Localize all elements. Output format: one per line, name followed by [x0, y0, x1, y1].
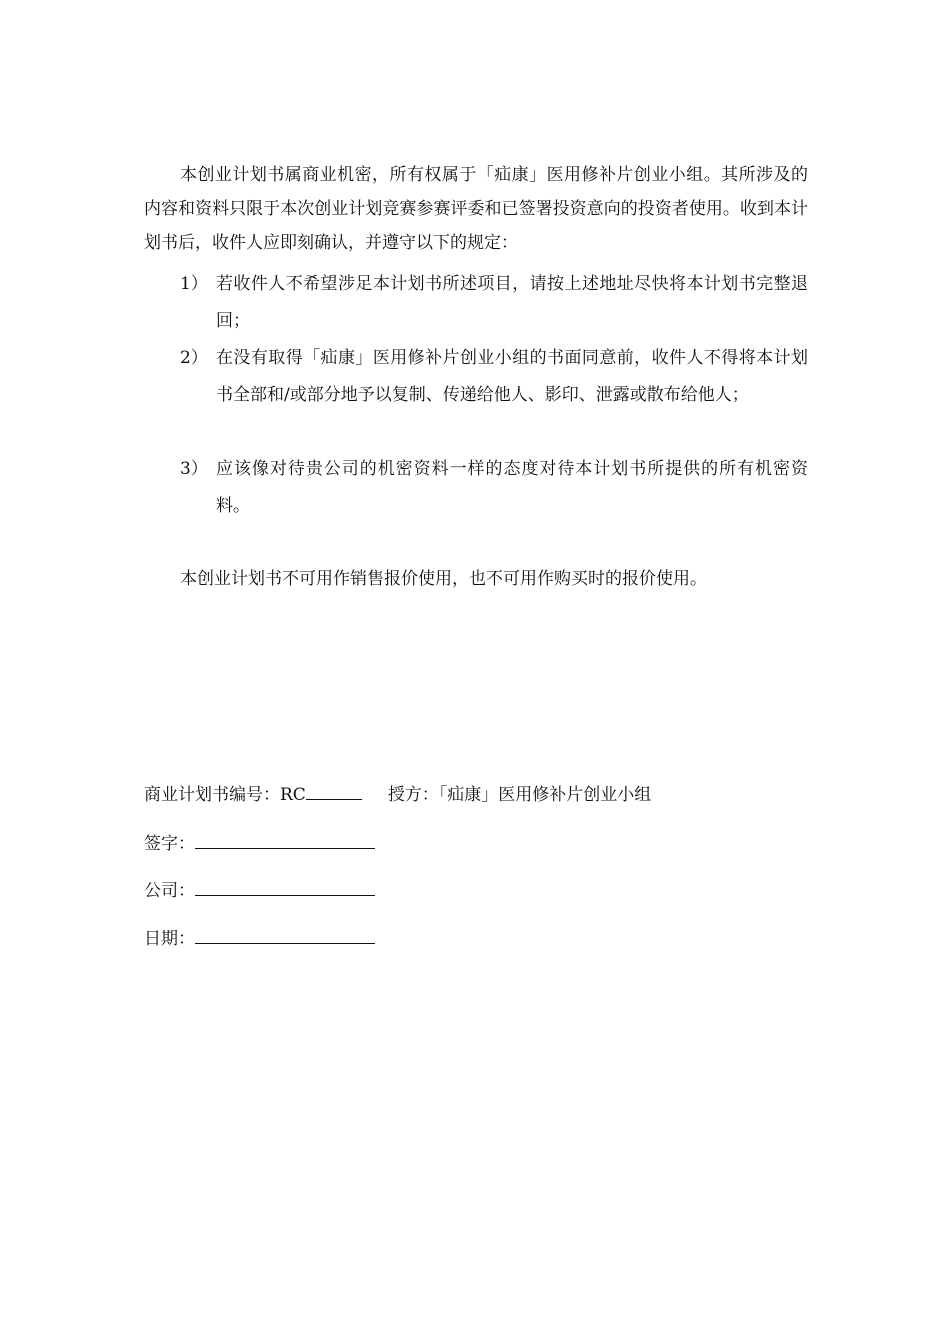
rule-item	[144, 340, 808, 451]
plan-code-line	[144, 777, 651, 807]
signature-blank	[195, 826, 375, 849]
rule-text: 应该像对待贵公司的机密资料一样的态度对待本计划书所提供的所有机密资料。	[216, 459, 808, 516]
rule-number: 1）	[180, 274, 208, 294]
signature-line	[144, 826, 375, 856]
rule-item	[144, 266, 808, 340]
plan-code-label: 商业计划书编号：RC	[144, 785, 306, 805]
company-label: 公司：	[144, 881, 195, 901]
grantor-value: 「疝康」医用修补片创业小组	[438, 785, 652, 805]
rule-number: 3）	[180, 459, 208, 479]
rule-number: 2）	[180, 348, 208, 368]
date-line	[144, 921, 375, 951]
company-line	[144, 873, 375, 903]
confidentiality-intro: 本创业计划书属商业机密，所有权属于「疝康」医用修补片创业小组。其所涉及的内容和资料只限于本次创业计划竞赛参赛评委和已签署投资意向的投资者使用。收到本计划书后，收件人应即刻确认，并遵守以下的规定：	[144, 165, 808, 253]
plan-code-blank	[306, 777, 362, 800]
rule-text: 在没有取得「疝康」医用修补片创业小组的书面同意前，收件人不得将本计划书全部和/或部分地予以复制、传递给他人、影印、泄露或散布给他人；	[216, 348, 808, 405]
grantor-label: 授方：	[387, 785, 439, 805]
signature-label: 签字：	[144, 834, 195, 854]
date-label: 日期：	[144, 929, 195, 949]
company-blank	[195, 873, 375, 896]
rules-list	[144, 266, 808, 525]
pricing-note: 本创业计划书不可用作销售报价使用，也不可用作购买时的报价使用。	[180, 569, 707, 589]
rule-text: 若收件人不希望涉足本计划书所述项目，请按上述地址尽快将本计划书完整退回；	[216, 274, 808, 331]
rule-item	[144, 451, 808, 525]
date-blank	[195, 921, 375, 944]
